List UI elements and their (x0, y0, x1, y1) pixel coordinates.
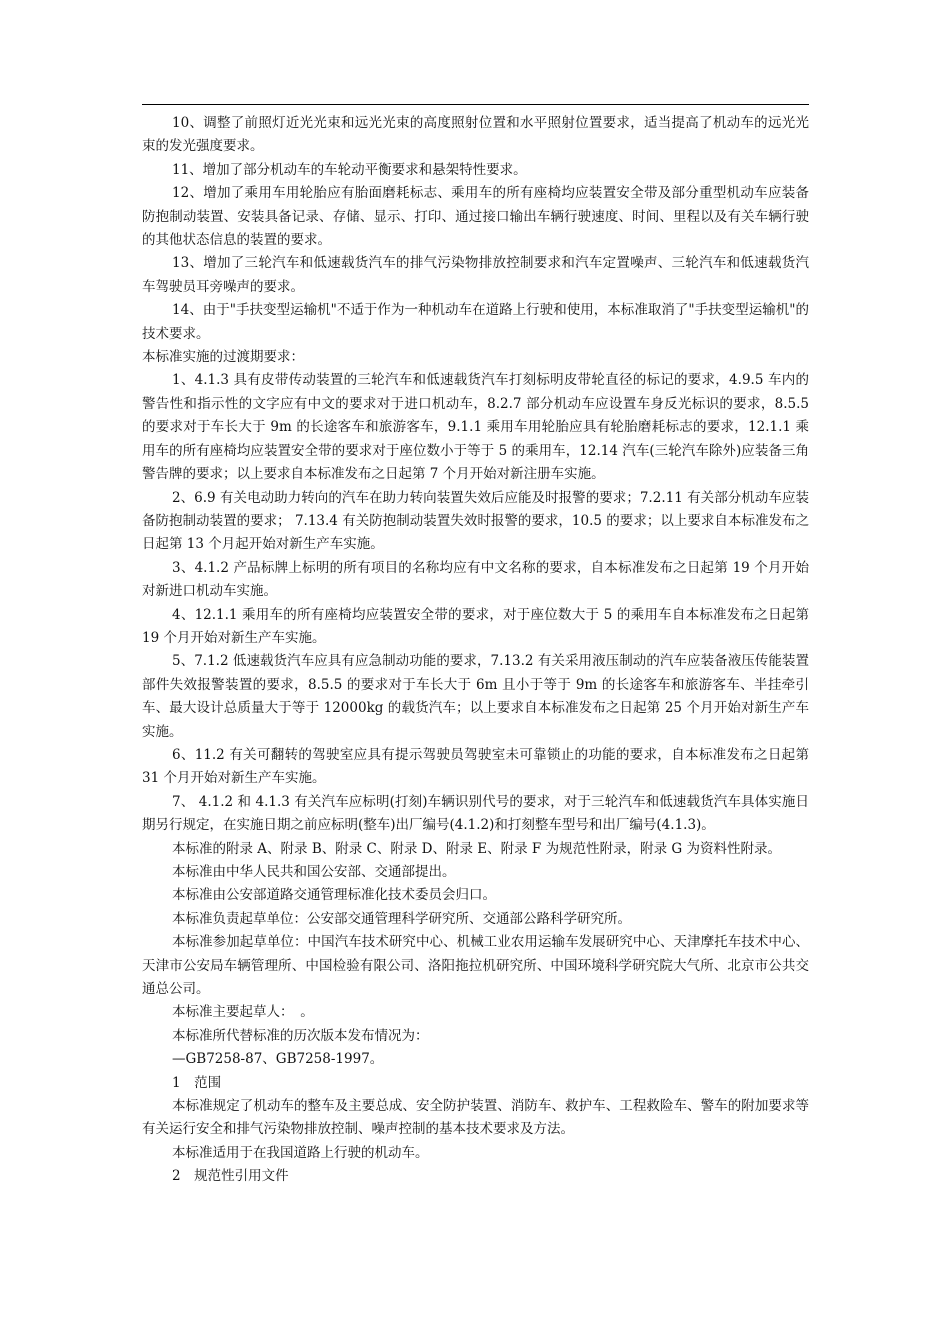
participating-units-note: 本标准参加起草单位：中国汽车技术研究中心、机械工业农用运输车发展研究中心、天津摩托车技术中心、天津市公安局车辆管理所、中国检验有限公司、洛阳拖拉机研究所、中国环境科学研究院大气所、北京市公共交通总公司。 (142, 934, 809, 998)
committee-note: 本标准由公安部道路交通管理标准化技术委员会归口。 (172, 887, 496, 904)
drafting-unit-note: 本标准负责起草单位：公安部交通管理科学研究所、交通部公路科学研究所。 (172, 910, 631, 927)
history-versions: —GB7258-87、GB7258-1997。 (172, 1051, 384, 1068)
document-body (142, 112, 809, 1189)
transition-item-4: 4、12.1.1 乘用车的所有座椅均应装置安全带的要求，对于座位数大于 5 的乘用车自本标准发布之日起第 19 个月开始对新生产车实施。 (142, 606, 809, 646)
transition-item-5: 5、7.1.2 低速载货汽车应具有应急制动功能的要求，7.13.2 有关采用液压制动的汽车应装备液压传能装置部件失效报警装置的要求，8.5.5 的要求对于车长大于 6m 且小于等于 9m 的长途客车和旅游客车、半挂牵引车、最大设计总质量大于等于 12000kg 的载货汽车；以上要求自本标准发布之日起第 25 个月开始对新生产车实施。 (142, 653, 809, 740)
drafters-note: 本标准主要起草人： 。 (172, 1004, 314, 1021)
history-note: 本标准所代替标准的历次版本发布情况为： (172, 1027, 429, 1044)
section-2-heading: 2 规范性引用文件 (172, 1168, 289, 1185)
transition-item-1: 1、4.1.3 具有皮带传动装置的三轮汽车和低速载货汽车打刻标明皮带轮直径的标记的要求，4.9.5 车内的警告性和指示性的文字应有中文的要求对于进口机动车，8.2.7 部分机动车应设置车身反光标识的要求，8.5.5 的要求对于车长大于 9m 的长途客车和旅游客车，9.1.1 乘用车用轮胎应具有轮胎磨耗标志的要求，12.1.1 乘用车的所有座椅均应装置安全带的要求对于座位数小于等于 5 的乘用车，12.14 汽车(三轮汽车除外)应装备三角警告牌的要求；以上要求自本标准发布之日起第 7 个月开始对新注册车实施。 (142, 372, 809, 483)
paragraph-12: 12、增加了乘用车用轮胎应有胎面磨耗标志、乘用车的所有座椅均应装置安全带及部分重型机动车应装备防抱制动装置、安装具备记录、存储、显示、打印、通过接口输出车辆行驶速度、时间、里程以及有关车辆行驶的其他状态信息的装置的要求。 (142, 185, 809, 249)
transition-item-3: 3、4.1.2 产品标牌上标明的所有项目的名称均应有中文名称的要求，自本标准发布之日起第 19 个月开始对新进口机动车实施。 (142, 559, 809, 600)
transition-item-2: 2、6.9 有关电动助力转向的汽车在助力转向装置失效后应能及时报警的要求；7.2.11 有关部分机动车应装备防抱制动装置的要求； 7.13.4 有关防抱制动装置失效时报警的要求，10.5 的要求；以上要求自本标准发布之日起第 13 个月起开始对新生产车实施。 (142, 489, 809, 553)
paragraph-11: 11、增加了部分机动车的车轮动平衡要求和悬架特性要求。 (172, 161, 527, 178)
transition-item-6: 6、11.2 有关可翻转的驾驶室应具有提示驾驶员驾驶室未可靠锁止的功能的要求，自本标准发布之日起第 31 个月开始对新生产车实施。 (142, 746, 809, 787)
section-1-heading: 1 范围 (172, 1074, 222, 1091)
transition-heading: 本标准实施的过渡期要求： (142, 349, 304, 366)
proposer-note: 本标准由中华人民共和国公安部、交通部提出。 (172, 864, 456, 880)
paragraph-13: 13、增加了三轮汽车和低速载货汽车的排气污染物排放控制要求和汽车定置噪声、三轮汽车和低速载货汽车驾驶员耳旁噪声的要求。 (142, 255, 809, 295)
paragraph-14: 14、由于"手扶变型运输机"不适于作为一种机动车在道路上行驶和使用，本标准取消了"手扶变型运输机"的技术要求。 (142, 302, 809, 342)
applicability-paragraph: 本标准适用于在我国道路上行驶的机动车。 (172, 1144, 429, 1161)
paragraph-10: 10、调整了前照灯近光光束和远光光束的高度照射位置和水平照射位置要求，适当提高了机动车的远光光束的发光强度要求。 (142, 115, 809, 155)
scope-paragraph: 本标准规定了机动车的整车及主要总成、安全防护装置、消防车、救护车、工程救险车、警车的附加要求等有关运行安全和排气污染物排放控制、噪声控制的基本技术要求及方法。 (142, 1098, 809, 1138)
transition-item-7: 7、 4.1.2 和 4.1.3 有关汽车应标明(打刻)车辆识别代号的要求，对于三轮汽车和低速载货汽车具体实施日期另行规定，在实施日期之前应标明(整车)出厂编号(4.1.2)和打刻整车型号和出厂编号(4.1.3)。 (142, 793, 809, 834)
header-rule (142, 104, 809, 105)
appendix-note: 本标准的附录 A、附录 B、附录 C、附录 D、附录 E、附录 F 为规范性附录，附录 G 为资料性附录。 (172, 840, 781, 857)
